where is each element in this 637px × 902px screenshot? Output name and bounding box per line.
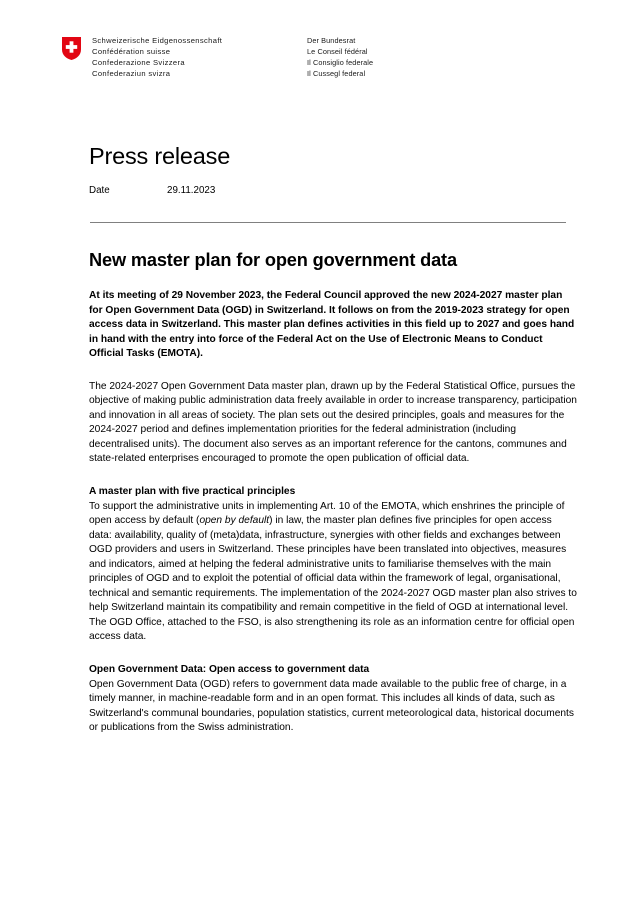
header-divider xyxy=(90,222,566,223)
article-headline: New master plan for open government data xyxy=(89,250,457,270)
paragraph-text-after-italic: ) in law, the master plan defines five principles for open access data: availability, quality of (meta)data, infrastructure, synergies with other fields and exchanges between OGD providers and users in Switzerland. These principles have been translated into objectives, measures and indicators, aimed at helping the federal administrative units to familiarise themselves with the main principles of OGD and to exploit the potential of official data within the framework of legal, organisational, technical and semantic requirements. The implementation of the 2024-2027 OGD master plan also strives to help Switzerland maintain its compatibility and remain competitive in the field of OGD at international level. The OGD Office, attached to the FSO, is also strengthening its role as an information centre for official open access data. xyxy=(89,515,577,643)
section-paragraph xyxy=(89,500,577,645)
document-type-title: Press release xyxy=(89,143,231,169)
date-row xyxy=(89,184,215,198)
swiss-coat-of-arms-icon xyxy=(62,37,81,60)
confederation-name-de: Schweizerische Eidgenossenschaft xyxy=(92,36,223,45)
article-body xyxy=(89,249,577,736)
confederation-names xyxy=(92,36,307,80)
letterhead xyxy=(62,36,572,80)
section-heading: A master plan with five practical principles xyxy=(89,486,296,498)
paragraph-text-before-italic: To support the administrative units in implementing Art. 10 of the EMOTA, which enshrines the principle of open access by default ( xyxy=(89,500,565,527)
federal-council-names xyxy=(307,36,487,80)
article-lead-paragraph: At its meeting of 29 November 2023, the Federal Council approved the new 2024-2027 master plan for Open Government Data (OGD) in Switzerland. It follows on from the 2019-2023 strategy for open access data in Switzerland. This master plan defines activities in this field up to 2027 and goes hand in hand with the entry into force of the Federal Act on the Use of Electronic Means to Conduct Official Tasks (EMOTA). xyxy=(89,290,575,360)
article-section-intro xyxy=(89,380,577,467)
council-name-de: Der Bundesrat xyxy=(307,36,356,45)
section-paragraph: Open Government Data (OGD) refers to government data made available to the public free of charge, in a timely manner, in machine-readable form and in an open format. This includes all kinds of data, such as Switzerland's communal boundaries, population statistics, current meteorological data, historical documents or publications from the Swiss administration. xyxy=(89,678,574,734)
date-value: 29.11.2023 xyxy=(167,185,216,196)
section-paragraph: The 2024-2027 Open Government Data master plan, drawn up by the Federal Statistical Office, pursues the objective of making public administration data freely available in order to increase transparency, participation and innovation in all areas of society. The plan sets out the desired principles, goals and measures for the 2024-2027 period and defines implementation priorities for the federal administration (including decentralised units). The document also serves as an important reference for the cantons, communes and state-related enterprises encouraged to promote the open publication of official data. xyxy=(89,380,577,465)
date-label: Date xyxy=(89,185,110,196)
paragraph-italic-phrase: open by default xyxy=(199,515,270,527)
council-name-fr: Le Conseil fédéral xyxy=(307,46,368,56)
confederation-name-fr: Confédération suisse xyxy=(92,46,171,56)
section-heading: Open Government Data: Open access to government data xyxy=(89,664,370,676)
confederation-name-it: Confederazione Svizzera xyxy=(92,57,185,67)
confederation-name-rm: Confederaziun svizra xyxy=(92,68,171,78)
council-name-rm: Il Cussegl federal xyxy=(307,68,366,78)
article-section-ogd-definition xyxy=(89,663,577,736)
council-name-it: Il Consiglio federale xyxy=(307,57,374,67)
article-section-principles xyxy=(89,485,577,645)
